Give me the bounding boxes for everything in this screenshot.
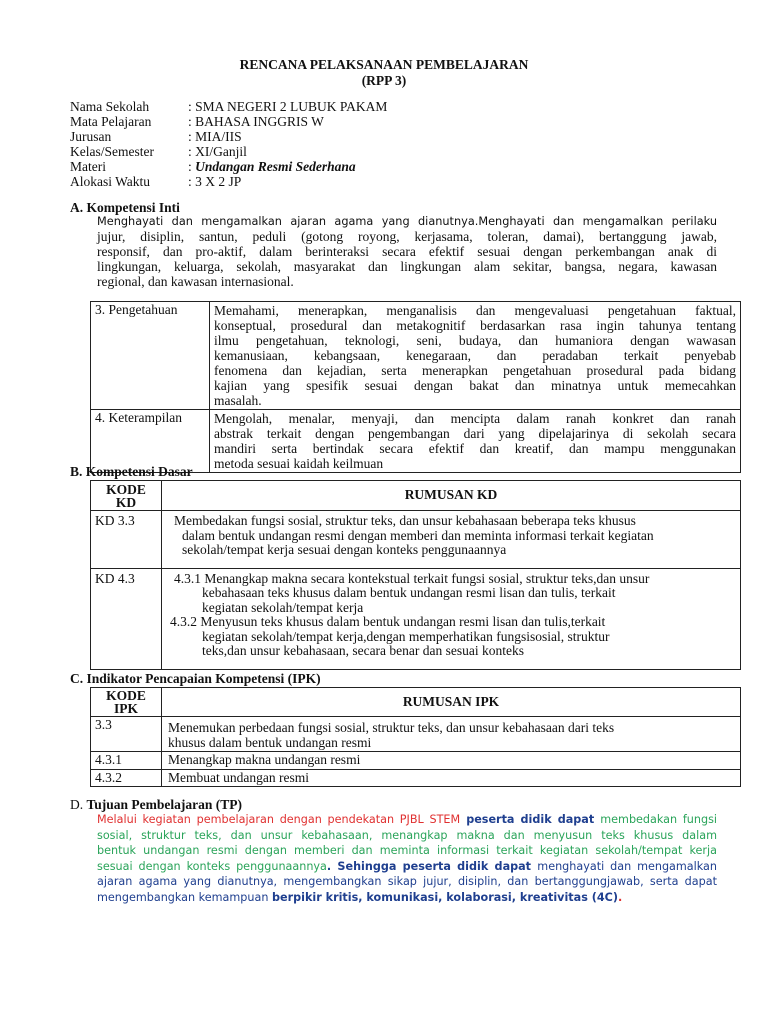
kd-line: kebahasaan teks khusus dalam bentuk undangan resmi lisan dan tulis, terkait [202,585,616,600]
ipk-code: 4.3.2 [91,769,162,787]
tp-text-red: . [617,890,623,904]
kd-desc [162,511,741,569]
ki-label: 4. Keterampilan [91,410,210,473]
tp-text-green: sesuai dengan konteks penggunaannya [97,859,327,873]
identity-row [70,144,387,159]
ki-table [90,301,741,473]
doc-title: RENCANA PELAKSANAAN PEMBELAJARAN [239,57,529,72]
kd-code: KD 4.3 [91,568,162,669]
tp-line [97,859,717,875]
ki-line: Menghayati dan mengamalkan ajaran agama yang dianutnya.Menghayati dan mengamalkan perilaku [97,215,717,228]
identity-label: Alokasi Waktu [70,174,151,189]
kd-line: 4.3.1 Menangkap makna secara kontekstual terkait fungsi sosial, struktur teks,dan unsur [174,570,650,586]
ki-desc-line: Mengolah, menalar, menyaji, dan mencipta dalam ranah konkret dan ranah [214,411,736,426]
identity-block [70,99,387,189]
ki-desc-line: metoda sesuai kaidah keilmuan [214,456,384,471]
tp-line: ajaran agama yang dianutnya, mengembangkan sikap jujur, disiplin, dan bertanggungjawab, serta dapat [97,875,717,888]
ki-desc-line: ilmu pengetahuan, teknologi, seni, budaya, dan humaniora dengan wawasan [214,333,736,348]
kd-row [91,511,741,569]
kd-col-rumusan: RUMUSAN KD [162,481,741,511]
ki-desc-line: masalah. [214,393,262,408]
identity-value: : SMA NEGERI 2 LUBUK PAKAM [188,99,388,114]
identity-label: Mata Pelajaran [70,114,152,129]
ipk-table [90,687,741,787]
identity-row [70,99,387,114]
ipk-code: 4.3.1 [91,752,162,770]
identity-label: Jurusan [70,129,112,144]
identity-row [70,159,387,174]
section-c-heading: C. Indikator Pencapaian Kompetensi (IPK) [70,671,321,686]
ipk-line: Menemukan perbedaan fungsi sosial, struktur teks, dan unsur kebahasaan dari teks [168,720,615,735]
ipk-row [91,717,741,752]
ipk-line: khusus dalam bentuk undangan resmi [168,734,372,750]
tp-line [97,890,717,906]
identity-label: Nama Sekolah [70,99,150,114]
kd-row [91,568,741,669]
identity-value: : BAHASA INGGRIS W [188,114,324,129]
identity-row [70,114,387,129]
kd-code: KD 3.3 [91,511,162,569]
ki-line: jujur, disiplin, santun, peduli (gotong royong, kerjasama, toleran, damai), bertanggung jawab, [97,229,717,244]
identity-value: : 3 X 2 JP [188,174,242,189]
kd-header-row [91,481,741,511]
ki-desc-line: Memahami, menerapkan, menganalisis dan mengevaluasi pengetahuan faktual, [214,303,736,318]
ki-desc-line: kemanusiaan, kebangsaan, kenegaraan, dan peradaban terkait penyebab [214,348,736,363]
ki-line: responsif, dan pro-aktif, dalam berinteraksi secara efektif sesuai dengan perkembangan anak di [97,244,717,259]
kd-line: dalam bentuk undangan resmi dengan memberi dan meminta informasi terkait kegiatan [182,527,654,543]
tp-paragraph [97,812,717,905]
ki-desc-line: kajian yang spesifik sesuai dengan bakat dan minatnya untuk memecahkan [214,378,736,393]
tp-text-blue-bold: berpikir kritis, komunikasi, kolaborasi, kreativitas (4C) [272,890,618,904]
ki-desc-line: konseptual, prosedural dan metakognitif berdasarkan rasa ingin tahunya tentang [214,318,736,333]
ipk-col-rumusan: RUMUSAN IPK [162,688,741,717]
ipk-desc: Membuat undangan resmi [162,769,741,787]
section-b-heading: B. Kompetensi Dasar [70,464,193,479]
section-d-prefix: D. [70,797,87,812]
identity-row [70,174,387,189]
kd-table [90,480,741,670]
tp-text-blue: peserta didik dapat [460,813,601,826]
kd-line: Membedakan fungsi sosial, struktur teks, dan unsur kebahasaan beberapa teks khusus [174,513,636,528]
identity-value: : MIA/IIS [188,129,242,144]
identity-value: : XI/Ganjil [188,144,247,159]
ipk-header-row [91,688,741,717]
tp-line: bentuk undangan resmi dengan memberi dan meminta informasi terkait kegiatan sekolah/tempat kerja [97,844,717,857]
ki-desc-line: abstrak terkait dengan pengembangan dari yang dipelajarinya di sekolah secara [214,426,736,441]
ipk-col-code: KODE IPK [91,688,162,717]
kd-line: sekolah/tempat kerja sesuai dengan konteks penggunaannya [182,542,507,557]
kd-line: 4.3.2 Menyusun teks khusus dalam bentuk undangan resmi lisan dan tulis,terkait [170,614,606,629]
kd-col-code: KODE KD [91,481,162,511]
ki-line: lingkungan, keluarga, sekolah, masyarakat dan lingkungan alam sekitar, bangsa, negara, kawasan [97,259,717,274]
doc-subtitle: (RPP 3) [361,73,407,88]
section-d-title: Tujuan Pembelajaran (TP) [86,797,243,812]
identity-value-prefix: : [188,159,196,174]
identity-label: Kelas/Semester [70,144,154,159]
tp-text-blue: menghayati dan mengamalkan [537,859,717,873]
section-d-heading [70,797,242,813]
identity-value-materi: Undangan Resmi Sederhana [195,159,356,174]
kd-line: kegiatan sekolah/tempat kerja,dengan memperhatikan fungsisosial, struktur [202,628,610,644]
ki-paragraph-cont [97,229,717,289]
tp-line [97,812,717,828]
ki-paragraph [97,214,717,229]
ki-desc [210,410,741,473]
ipk-row [91,752,741,770]
tp-line: sosial, struktur teks, dan unsur kebahasaan, menangkap makna dan menyusun teks khusus dalam [97,828,717,842]
kd-line: teks,dan unsur kebahasaan, secara benar dan sesuai konteks [202,643,525,658]
identity-row [70,129,387,144]
tp-text-blue: . Sehingga peserta didik dapat [326,859,538,873]
ki-desc-line: fenomena dan kejadian, serta menerapkan pengetahuan prosedural pada bidang [214,363,736,378]
ki-line: regional, dan kawasan internasional. [97,274,294,289]
ki-label: 3. Pengetahuan [91,302,210,410]
kd-desc [162,568,741,669]
ki-row-pengetahuan [91,302,741,410]
tp-text-green: membedakan fungsi [600,813,717,826]
tp-text-blue: mengembangkan kemampuan [97,890,272,904]
ki-desc-line: mandiri serta bertindak secara efektif dan kreatif, dan mampu menggunakan [214,441,736,456]
kd-line: kegiatan sekolah/tempat kerja [202,599,364,615]
ipk-row [91,769,741,787]
tp-text-red: Melalui kegiatan pembelajaran dengan pendekatan PJBL STEM [97,813,461,826]
ipk-desc: Menangkap makna undangan resmi [162,752,741,770]
identity-label: Materi [70,159,106,174]
ipk-code: 3.3 [91,717,162,752]
section-a-heading: A. Kompetensi Inti [70,200,180,215]
ki-desc [210,302,741,410]
ipk-desc [162,717,741,752]
